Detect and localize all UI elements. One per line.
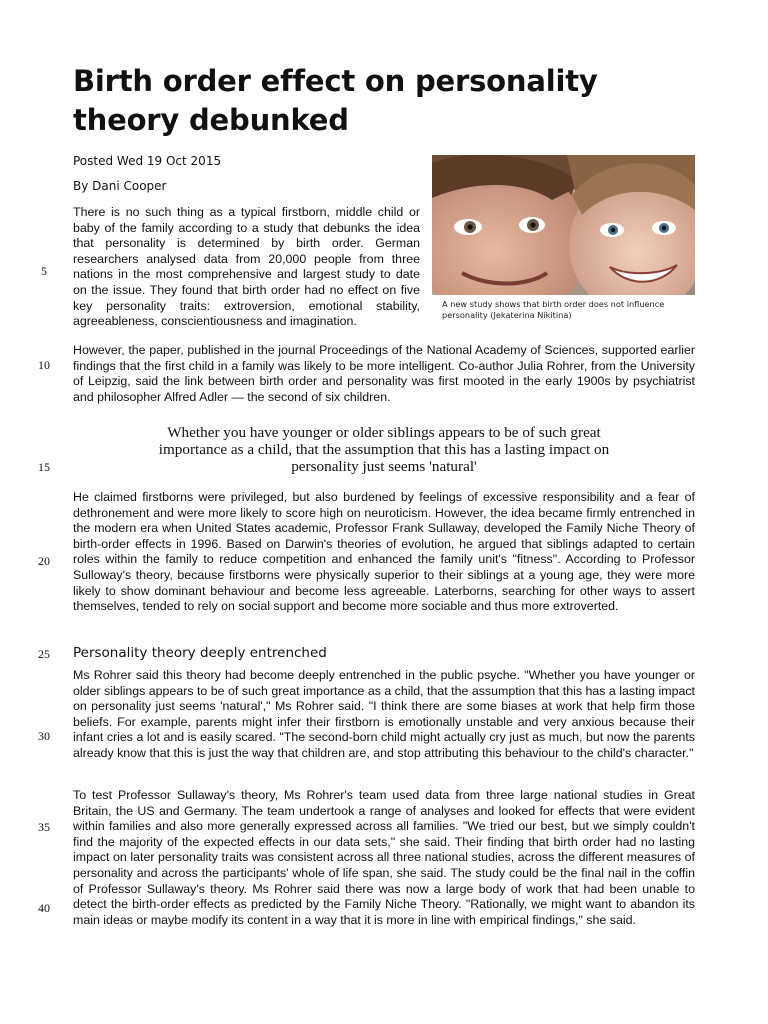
line-number: 25 <box>38 647 50 661</box>
intro-paragraph: There is no such thing as a typical firstborn, middle child or baby of the family according to a study that debunks the idea that personality is determined by birth order. German researchers analysed data from 20,000 people from three nations in the most comprehensive and largest study to date on the issue. They found that birth order had no effect on five key personality traits: extroversion, emotional stability, agreeableness, conscientiousness and imagination. <box>73 205 420 329</box>
line-number: 35 <box>38 820 50 834</box>
line-number: 20 <box>38 554 50 568</box>
article-title: Birth order effect on personality theory debunked <box>73 64 598 137</box>
section-subheading: Personality theory deeply entrenched <box>73 645 327 661</box>
image-caption: A new study shows that birth order does not influence personality (Jekaterina Nikitina) <box>442 299 665 320</box>
children-faces-image <box>432 155 695 295</box>
article-photo <box>432 155 695 295</box>
pull-quote: Whether you have younger or older siblings appears to be of such great importance as a child, that the assumption that this has a lasting impact on personality just seems 'natural' <box>158 424 610 475</box>
posted-date: Posted Wed 19 Oct 2015 <box>73 154 222 168</box>
paragraph-5: To test Professor Sullaway's theory, Ms Rohrer's team used data from three large national studies in Great Britain, the US and Germany. The team undertook a range of analyses and looked for effects that were evident within families and also more generally expressed across all families. "We tried our best, but we simply couldn't find the majority of the expected effects in our data sets," she said. Their finding that birth order had no lasting impact on later personality traits was consistent across all three national studies, across the different measures of personality and across the participants' whole of life span, she said. The study could be the final nail in the coffin of Professor Sullaway's theory. Ms Rohrer said there was now a large body of work that had been unable to detect the birth-order effects as predicted by the Family Niche Theory. "Rationally, we might want to abandon its main ideas or maybe modify its content in a way that it is more in line with empirical findings," she said. <box>73 788 695 927</box>
line-number: 5 <box>41 264 47 278</box>
line-number: 30 <box>38 729 50 743</box>
byline: By Dani Cooper <box>73 179 167 193</box>
line-number: 15 <box>38 460 50 474</box>
paragraph-2: However, the paper, published in the journal Proceedings of the National Academy of Sciences, supported earlier findings that the first child in a family was likely to be more intelligent. Co-author Julia Rohrer, from the University of Leipzig, said the link between birth order and personality was first mooted in the early 1900s by psychiatrist and philosopher Alfred Adler — the second of six children. <box>73 343 695 404</box>
paragraph-3: He claimed firstborns were privileged, but also burdened by feelings of excessive responsibility and a fear of dethronement and were more likely to score high on neuroticism. However, the idea became firmly entrenched in the modern era when United States academic, Professor Frank Sullaway, developed the Family Niche Theory of birth-order effects in 1996. Based on Darwin's theories of evolution, he argued that siblings adapted to certain roles within the family to reduce competition and enhanced the family unit's "fitness". According to Professor Sulloway's theory, because firstborns were physically superior to their siblings at a young age, they were more likely to show dominant behaviour and become less agreeable. Laterborns, searching for other ways to assert themselves, tended to rely on social support and become more sociable and thus more extroverted. <box>73 490 695 614</box>
paragraph-4: Ms Rohrer said this theory had become deeply entrenched in the public psyche. "Whether you have younger or older siblings appears to be of such great importance as a child, that the assumption that this has a lasting impact on personality just seems 'natural'," Ms Rohrer said. "I think there are some biases at work that help firm those beliefs. For example, parents might infer their firstborn is emotionally unstable and very anxious because their infant cries a lot and is easily scared. "The second-born child might actually cry just as much, but now the parents already know that this is just the way that children are, and stop attributing this behaviour to the child's character." <box>73 668 695 760</box>
line-number: 40 <box>38 901 50 915</box>
line-number: 10 <box>38 358 50 372</box>
